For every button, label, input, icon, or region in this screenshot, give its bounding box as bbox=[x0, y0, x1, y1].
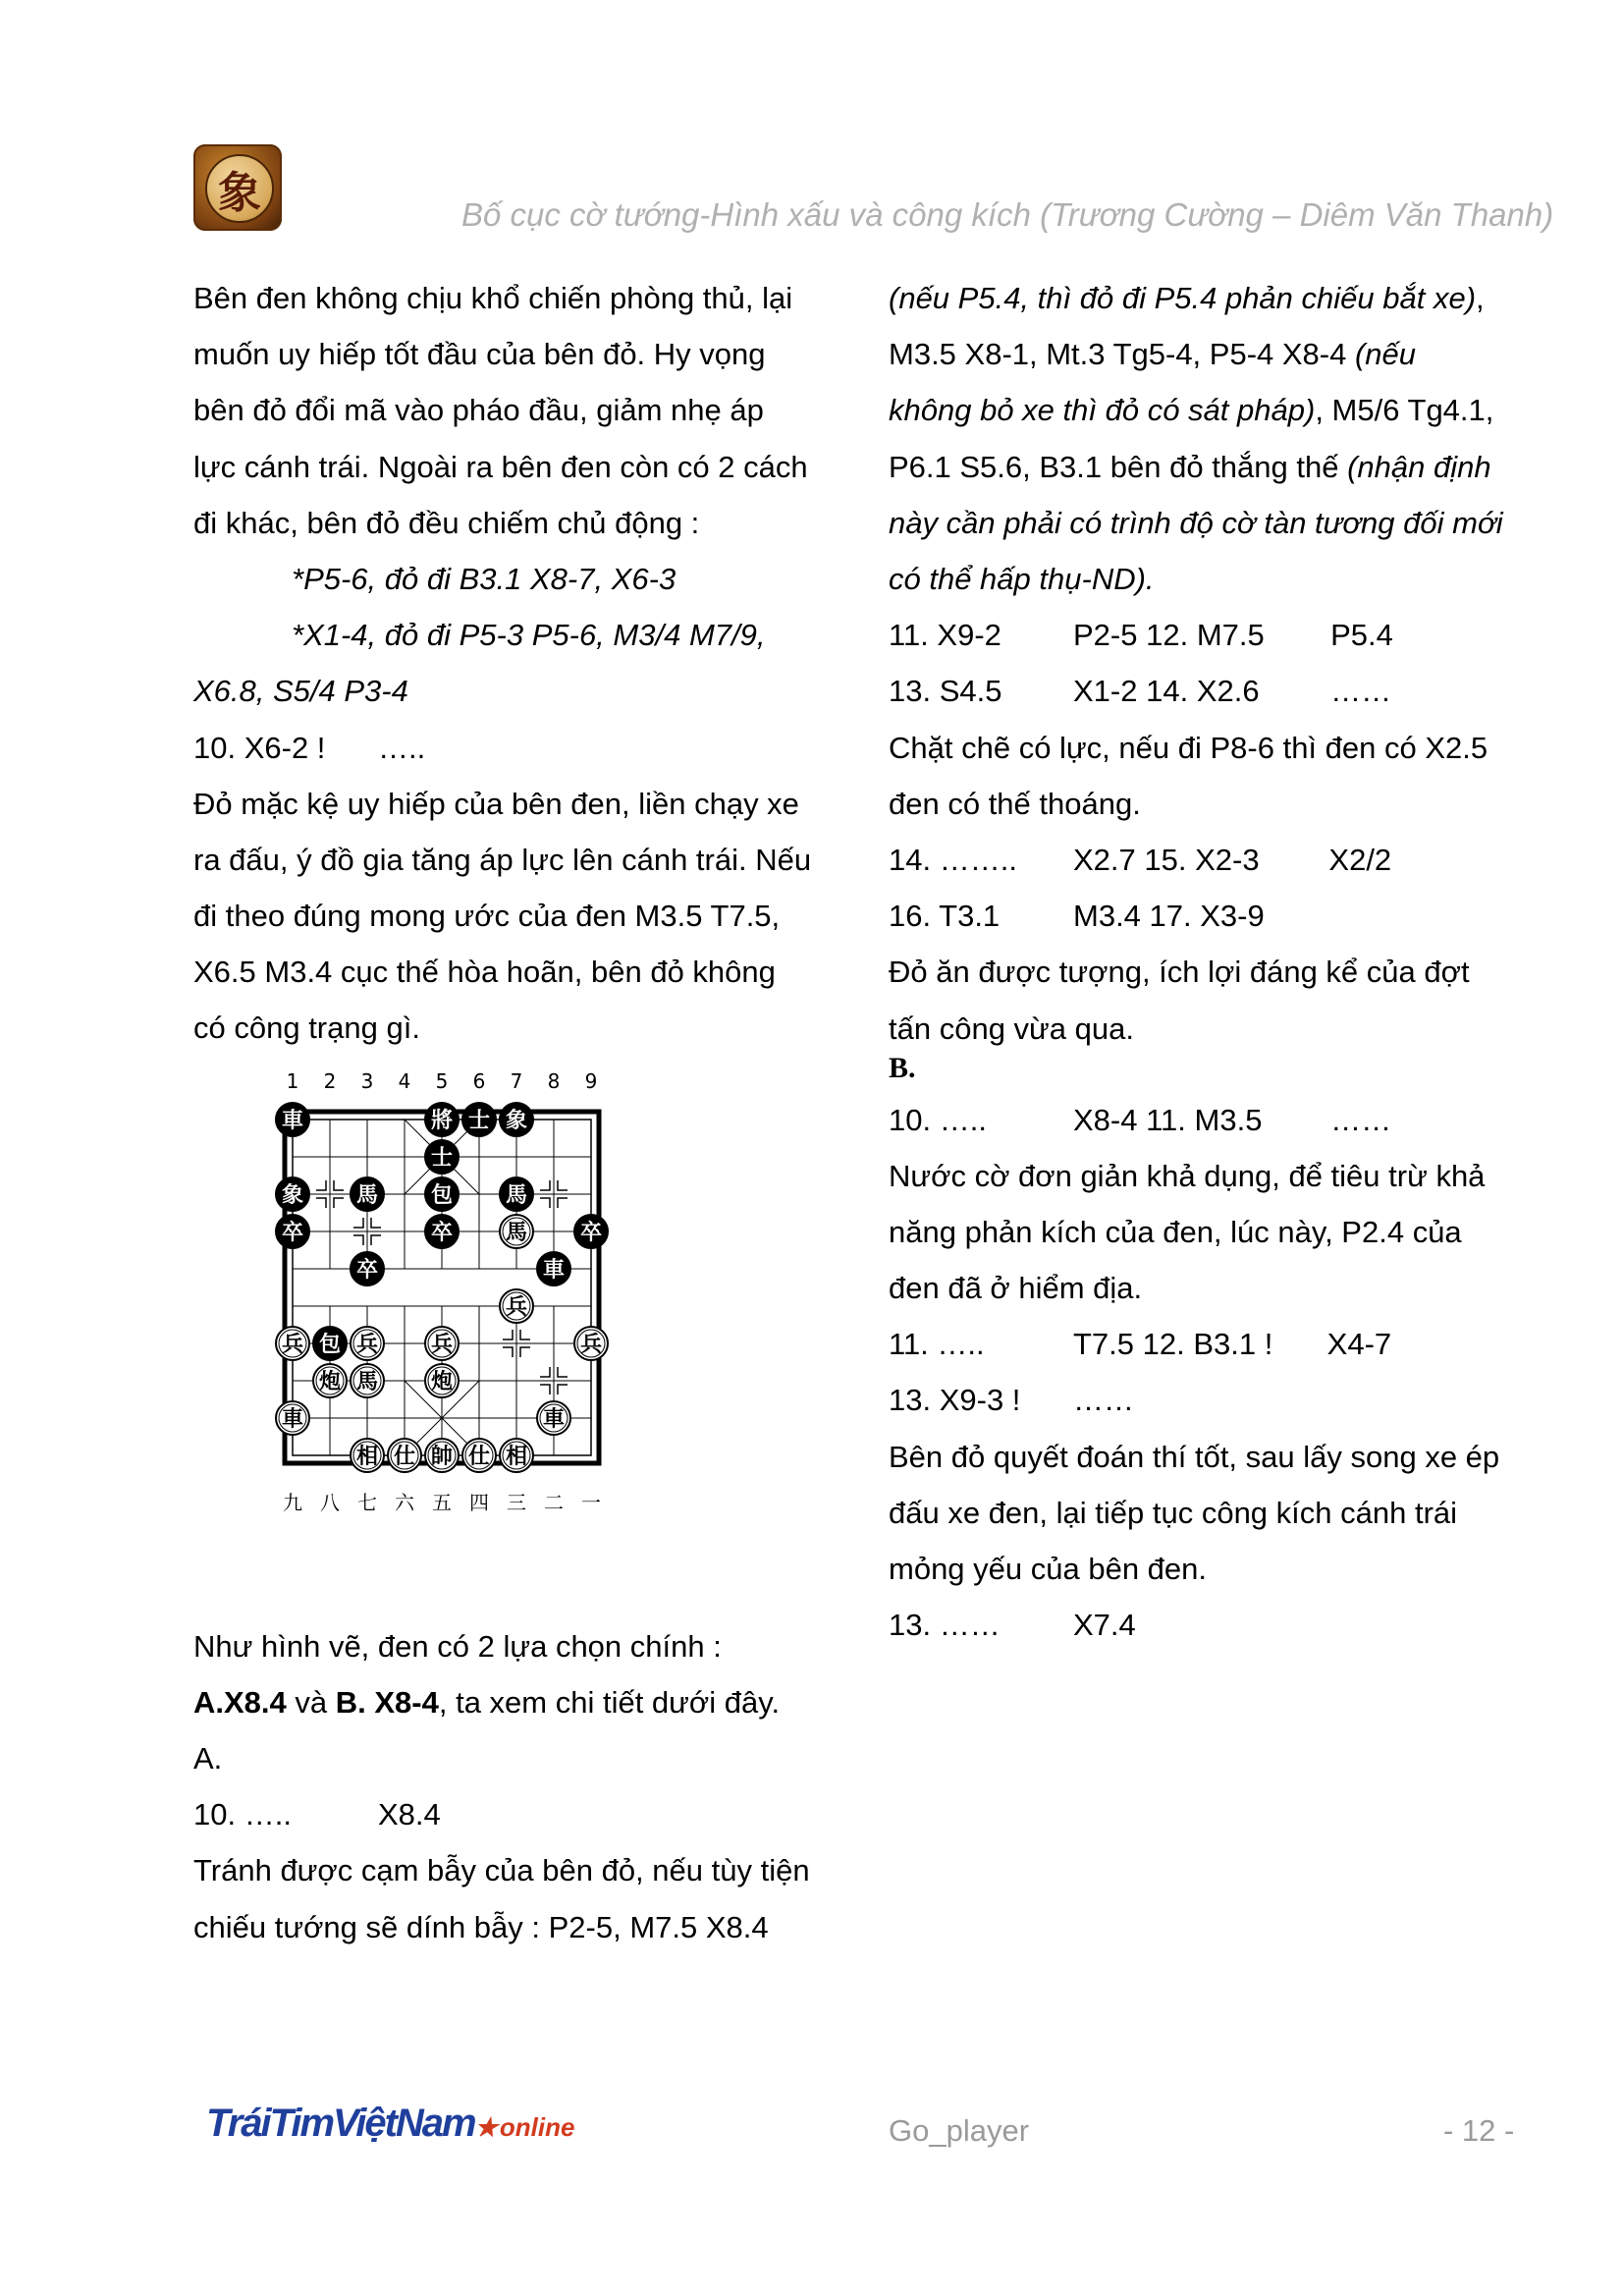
top-file-label: 7 bbox=[510, 1069, 523, 1093]
top-file-label: 5 bbox=[435, 1069, 449, 1093]
text-fragment: P6.1 S5.6, B3.1 bên đỏ thắng thế bbox=[889, 449, 1348, 484]
text-fragment: , M5/6 Tg4.1, bbox=[1315, 393, 1494, 428]
bottom-file-label: 八 bbox=[320, 1491, 340, 1514]
move-line bbox=[1144, 832, 1391, 888]
text-line: tấn công vừa qua. bbox=[889, 1011, 1134, 1046]
position-mark bbox=[540, 1385, 550, 1394]
move-line bbox=[193, 720, 425, 776]
text-line: bên đỏ đổi mã vào pháo đầu, giảm nhẹ áp bbox=[193, 393, 764, 428]
move-number: 13. …… bbox=[889, 1608, 1001, 1643]
piece-label: 車 bbox=[281, 1407, 304, 1432]
piece-label: 兵 bbox=[430, 1333, 454, 1357]
text-line: Nước cờ đơn giản khả dụng, để tiêu trừ khả bbox=[889, 1158, 1486, 1193]
xiangqi-board-diagram bbox=[265, 1046, 776, 1694]
piece-label: 士 bbox=[430, 1146, 454, 1171]
position-mark bbox=[540, 1198, 550, 1208]
move-reply: X1-2 bbox=[1073, 674, 1138, 709]
move-reply: X2/2 bbox=[1328, 842, 1392, 877]
choice-end: , ta xem chi tiết dưới đây. bbox=[438, 1684, 781, 1720]
piece-label: 帥 bbox=[430, 1445, 454, 1469]
position-mark bbox=[540, 1180, 550, 1190]
text-line: Tránh được cạm bẫy của bên đỏ, nếu tùy tiện bbox=[193, 1853, 810, 1888]
position-mark bbox=[316, 1198, 326, 1208]
move-number: 14. …….. bbox=[889, 842, 1017, 877]
piece-label: 相 bbox=[355, 1445, 379, 1469]
move-number: 11. M3.5 bbox=[1146, 1102, 1263, 1137]
move-reply: …… bbox=[1073, 1383, 1134, 1418]
piece-label: 士 bbox=[467, 1109, 491, 1133]
move-reply: P5.4 bbox=[1330, 618, 1393, 653]
position-mark bbox=[371, 1218, 381, 1228]
text-line: Đỏ ăn được tượng, ích lợi đáng kể của đợt bbox=[889, 955, 1470, 990]
position-mark bbox=[334, 1198, 344, 1208]
text-line bbox=[889, 270, 1556, 326]
page-number: - 12 - bbox=[1443, 2113, 1515, 2148]
move-reply: X8-4 bbox=[1073, 1102, 1138, 1137]
footer-author: Go_player bbox=[889, 2113, 1030, 2148]
text-line: mỏng yếu của bên đen. bbox=[889, 1552, 1208, 1587]
move-line bbox=[889, 1092, 1137, 1148]
bottom-file-label: 九 bbox=[283, 1491, 302, 1514]
piece-label: 兵 bbox=[355, 1333, 379, 1357]
piece-label: 卒 bbox=[430, 1221, 454, 1245]
top-file-label: 1 bbox=[286, 1069, 299, 1093]
bottom-file-label: 五 bbox=[432, 1491, 452, 1514]
text-line: có công trạng gì. bbox=[193, 1011, 420, 1046]
piece-label: 仕 bbox=[393, 1445, 416, 1469]
move-reply: …… bbox=[1330, 674, 1392, 709]
move-reply: X8.4 bbox=[378, 1797, 441, 1832]
position-mark bbox=[503, 1330, 513, 1339]
move-number: 11. X9-2 bbox=[889, 618, 1001, 653]
top-file-label: 2 bbox=[323, 1069, 337, 1093]
italic-note: (nhận định bbox=[1347, 449, 1491, 484]
text-line: Như hình vẽ, đen có 2 lựa chọn chính : bbox=[193, 1628, 722, 1664]
move-number: 14. X2.6 bbox=[1146, 674, 1260, 709]
xiangqi-logo bbox=[193, 144, 282, 231]
piece-label: 馬 bbox=[355, 1183, 379, 1208]
piece-label: 車 bbox=[542, 1258, 566, 1283]
text-line bbox=[889, 326, 1556, 382]
move-line bbox=[889, 888, 1141, 944]
piece-label: 炮 bbox=[430, 1370, 454, 1394]
top-file-label: 4 bbox=[398, 1069, 411, 1093]
text-line: lực cánh trái. Ngoài ra bên đen còn có 2 cách bbox=[193, 449, 808, 484]
position-mark bbox=[334, 1180, 344, 1190]
position-mark bbox=[520, 1347, 530, 1357]
text-line: muốn uy hiếp tốt đầu của bên đỏ. Hy vọng bbox=[193, 337, 766, 372]
move-line bbox=[889, 1316, 1134, 1372]
piece-label: 馬 bbox=[355, 1370, 379, 1394]
piece-label: 卒 bbox=[579, 1221, 603, 1245]
choice-sep: và bbox=[286, 1684, 336, 1720]
position-mark bbox=[353, 1235, 363, 1245]
bottom-file-label: 四 bbox=[469, 1491, 489, 1514]
piece-label: 相 bbox=[505, 1445, 528, 1469]
piece-label: 馬 bbox=[505, 1221, 528, 1245]
choice-a: A.X8.4 bbox=[193, 1684, 287, 1720]
text-line: Đỏ mặc kệ uy hiếp của bên đen, liền chạy xe bbox=[193, 786, 799, 821]
xiangqi-board bbox=[265, 1046, 776, 1694]
piece-label: 兵 bbox=[281, 1333, 304, 1357]
text-line: đen có thế thoáng. bbox=[889, 786, 1141, 821]
italic-note: (nếu P5.4, thì đỏ đi P5.4 phản chiếu bắt xe) bbox=[889, 281, 1477, 315]
text-line: X6.5 M3.4 cục thế hòa hoãn, bên đỏ không bbox=[193, 955, 776, 990]
top-file-label: 3 bbox=[360, 1069, 374, 1093]
piece-label: 卒 bbox=[355, 1258, 379, 1283]
star-icon: ★ bbox=[474, 2112, 496, 2142]
italic-note: (nếu bbox=[1354, 337, 1417, 372]
piece-label: 包 bbox=[430, 1183, 454, 1208]
move-line bbox=[1150, 888, 1334, 944]
piece-label: 兵 bbox=[505, 1295, 528, 1320]
move-line bbox=[1143, 1316, 1391, 1372]
text-line: Bên đỏ quyết đoán thí tốt, sau lấy song xe ép bbox=[889, 1439, 1500, 1474]
move-line bbox=[1146, 663, 1391, 719]
move-reply: T7.5 bbox=[1073, 1327, 1135, 1362]
bottom-file-label: 七 bbox=[357, 1491, 377, 1514]
text-fragment: , bbox=[1476, 281, 1485, 315]
site-logo bbox=[206, 2102, 574, 2146]
position-mark bbox=[353, 1218, 363, 1228]
piece-label: 仕 bbox=[467, 1445, 491, 1469]
text-line: chiếu tướng sẽ dính bẫy : P2-5, M7.5 X8.4 bbox=[193, 1909, 769, 1944]
bottom-file-label: 三 bbox=[507, 1491, 526, 1514]
position-mark bbox=[520, 1330, 530, 1339]
position-mark bbox=[540, 1367, 550, 1377]
bottom-file-label: 一 bbox=[581, 1491, 601, 1514]
position-mark bbox=[371, 1235, 381, 1245]
section-label-a: A. bbox=[193, 1741, 223, 1777]
text-line: Bên đen không chịu khổ chiến phòng thủ, lại bbox=[193, 281, 793, 315]
position-mark bbox=[503, 1347, 513, 1357]
piece-label: 象 bbox=[281, 1183, 304, 1208]
move-reply: X7.4 bbox=[1073, 1608, 1136, 1643]
move-line bbox=[889, 663, 1137, 719]
move-number: 10. X6-2 ! bbox=[193, 730, 326, 765]
position-mark bbox=[316, 1180, 326, 1190]
text-fragment: M3.5 X8-1, Mt.3 Tg5-4, P5-4 X8-4 bbox=[889, 337, 1355, 372]
top-file-label: 8 bbox=[547, 1069, 561, 1093]
move-line bbox=[889, 1372, 1134, 1428]
move-reply: M3.4 bbox=[1073, 899, 1141, 934]
move-reply: X2.7 bbox=[1073, 842, 1136, 877]
piece-label: 卒 bbox=[281, 1221, 304, 1245]
position-mark bbox=[558, 1180, 568, 1190]
move-line bbox=[889, 1597, 1136, 1653]
variation-2b: X6.8, S5/4 P3-4 bbox=[193, 674, 408, 709]
text-line bbox=[889, 439, 1556, 495]
text-line: đấu xe đen, lại tiếp tục công kích cánh trái bbox=[889, 1495, 1458, 1530]
move-line bbox=[1146, 607, 1393, 663]
move-line bbox=[193, 1786, 441, 1842]
italic-note: này cần phải có trình độ cờ tàn tương đối mới bbox=[889, 505, 1503, 540]
piece-label: 車 bbox=[281, 1109, 304, 1133]
move-number: 11. ….. bbox=[889, 1327, 985, 1362]
top-file-label: 6 bbox=[472, 1069, 486, 1093]
move-line bbox=[1146, 1092, 1391, 1148]
piece-label: 馬 bbox=[505, 1183, 528, 1208]
top-file-label: 9 bbox=[584, 1069, 598, 1093]
choice-b: B. X8-4 bbox=[335, 1684, 439, 1720]
variation-2a: *X1-4, đỏ đi P5-3 P5-6, M3/4 M7/9, bbox=[292, 618, 766, 653]
move-number: 16. T3.1 bbox=[889, 899, 1001, 934]
move-reply: X4-7 bbox=[1326, 1327, 1392, 1362]
move-reply: …… bbox=[1330, 1102, 1392, 1137]
site-logo-text: TráiTimViệtNam bbox=[206, 2102, 475, 2145]
text-line: ra đấu, ý đồ gia tăng áp lực lên cánh trái. Nếu bbox=[193, 842, 812, 877]
italic-note: không bỏ xe thì đỏ có sát pháp) bbox=[889, 393, 1316, 428]
piece-label: 車 bbox=[542, 1407, 566, 1432]
move-number: 13. X9-3 ! bbox=[889, 1383, 1021, 1418]
position-mark bbox=[558, 1385, 568, 1394]
move-line bbox=[889, 832, 1136, 888]
move-number: 12. B3.1 ! bbox=[1142, 1327, 1273, 1362]
italic-note: có thể hấp thụ-ND). bbox=[889, 561, 1155, 596]
position-mark bbox=[558, 1367, 568, 1377]
piece-label: 包 bbox=[318, 1333, 342, 1357]
text-line: Chặt chẽ có lực, nếu đi P8-6 thì đen có X2.5 bbox=[889, 730, 1488, 765]
move-line bbox=[889, 607, 1137, 663]
logo-disc: 象 bbox=[205, 154, 274, 223]
move-reply: ….. bbox=[378, 730, 426, 765]
variation-1: *P5-6, đỏ đi B3.1 X8-7, X6-3 bbox=[292, 561, 676, 596]
section-label-b: B. bbox=[889, 1051, 916, 1084]
site-logo-online: online bbox=[499, 2112, 575, 2142]
text-line: năng phản kích của đen, lúc này, P2.4 của bbox=[889, 1214, 1462, 1249]
move-reply: P2-5 bbox=[1073, 618, 1138, 653]
text-line bbox=[889, 382, 1556, 438]
piece-label: 炮 bbox=[318, 1370, 342, 1394]
header-title: Bố cục cờ tướng-Hình xấu và công kích (Trương Cường – Diêm Văn Thanh) bbox=[461, 196, 1554, 233]
right-column bbox=[889, 270, 1556, 1653]
piece-label: 象 bbox=[505, 1109, 528, 1133]
move-number: 15. X2-3 bbox=[1144, 842, 1260, 877]
move-number: 17. X3-9 bbox=[1149, 899, 1265, 934]
bottom-file-label: 六 bbox=[395, 1491, 414, 1514]
move-number: 12. M7.5 bbox=[1146, 618, 1265, 653]
text-line: đen đã ở hiểm địa. bbox=[889, 1271, 1143, 1306]
position-mark bbox=[558, 1198, 568, 1208]
move-number: 10. ….. bbox=[889, 1102, 987, 1137]
piece-label: 兵 bbox=[579, 1333, 603, 1357]
move-number: 10. ….. bbox=[193, 1797, 292, 1832]
text-line: đi khác, bên đỏ đều chiếm chủ động : bbox=[193, 505, 700, 540]
bottom-file-label: 二 bbox=[544, 1491, 564, 1514]
text-line: đi theo đúng mong ước của đen M3.5 T7.5, bbox=[193, 899, 781, 934]
move-number: 13. S4.5 bbox=[889, 674, 1002, 709]
piece-label: 將 bbox=[430, 1109, 454, 1133]
